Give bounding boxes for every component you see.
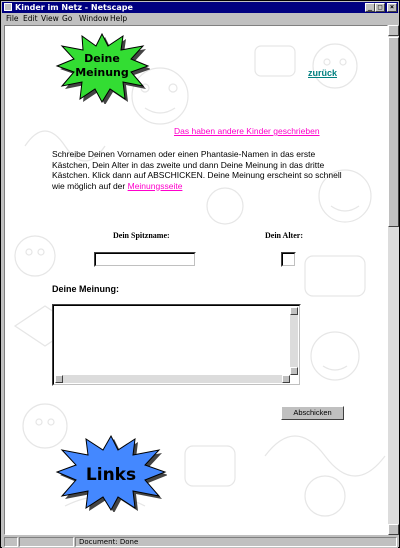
security-icon xyxy=(4,537,18,547)
badge-top-line2: Meinung xyxy=(75,66,129,79)
textarea-hscroll[interactable] xyxy=(55,375,290,383)
instructions-body: Schreibe Deinen Vornamen oder einen Phantasie-Namen in das erste Kästchen, Dein Alter in das zweite und dann Deine Meinung in das dritte Kästchen. Klick dann auf ABSCHICKEN. Deine Meinung erscheint so schnell wie möglich auf der xyxy=(52,149,342,191)
page-content xyxy=(4,25,388,535)
close-button[interactable]: × xyxy=(387,3,397,12)
textarea-vscroll[interactable] xyxy=(290,307,298,375)
age-label: Dein Alter: xyxy=(265,231,303,240)
badge-top-line1: Deine xyxy=(84,52,120,65)
menu-bar xyxy=(3,13,399,24)
textarea-scroll-down-icon[interactable] xyxy=(290,367,298,375)
title-bar xyxy=(2,2,398,13)
opinion-textarea[interactable] xyxy=(52,304,301,386)
window-title: Kinder im Netz - Netscape xyxy=(15,3,133,12)
back-link[interactable]: zurück xyxy=(308,68,338,78)
minimize-button[interactable]: _ xyxy=(365,3,375,12)
links-badge[interactable] xyxy=(55,434,167,512)
submit-button[interactable]: Abschicken xyxy=(281,406,344,420)
scroll-down-icon[interactable] xyxy=(388,524,399,535)
menu-go[interactable]: Go xyxy=(62,14,73,23)
deine-meinung-badge xyxy=(55,32,150,104)
progress-panel xyxy=(19,537,74,547)
scroll-up-icon[interactable] xyxy=(388,25,399,36)
instructions-text xyxy=(52,149,352,191)
status-text: Document: Done xyxy=(75,537,397,547)
meinungsseite-link[interactable]: Meinungsseite xyxy=(127,180,183,191)
status-bar xyxy=(2,536,398,548)
links-badge-label: Links xyxy=(85,465,137,485)
nickname-input[interactable] xyxy=(94,252,196,267)
textarea-scroll-left-icon[interactable] xyxy=(55,375,63,383)
menu-file[interactable]: File xyxy=(6,14,19,23)
opinion-label: Deine Meinung: xyxy=(52,284,119,294)
textarea-scroll-right-icon[interactable] xyxy=(282,375,290,383)
menu-view[interactable]: View xyxy=(41,14,59,23)
scroll-thumb[interactable] xyxy=(388,37,399,227)
netscape-icon xyxy=(4,3,12,11)
menu-help[interactable]: Help xyxy=(110,14,128,23)
name-label: Dein Spitzname: xyxy=(113,231,170,240)
age-input[interactable] xyxy=(281,252,296,267)
menu-edit[interactable]: Edit xyxy=(23,14,38,23)
maximize-button[interactable]: □ xyxy=(375,3,385,12)
page-vscroll[interactable] xyxy=(388,25,399,535)
textarea-scroll-up-icon[interactable] xyxy=(290,307,298,315)
menu-window[interactable]: Window xyxy=(79,14,109,23)
others-wrote-link[interactable]: Das haben andere Kinder geschrieben xyxy=(174,126,320,136)
